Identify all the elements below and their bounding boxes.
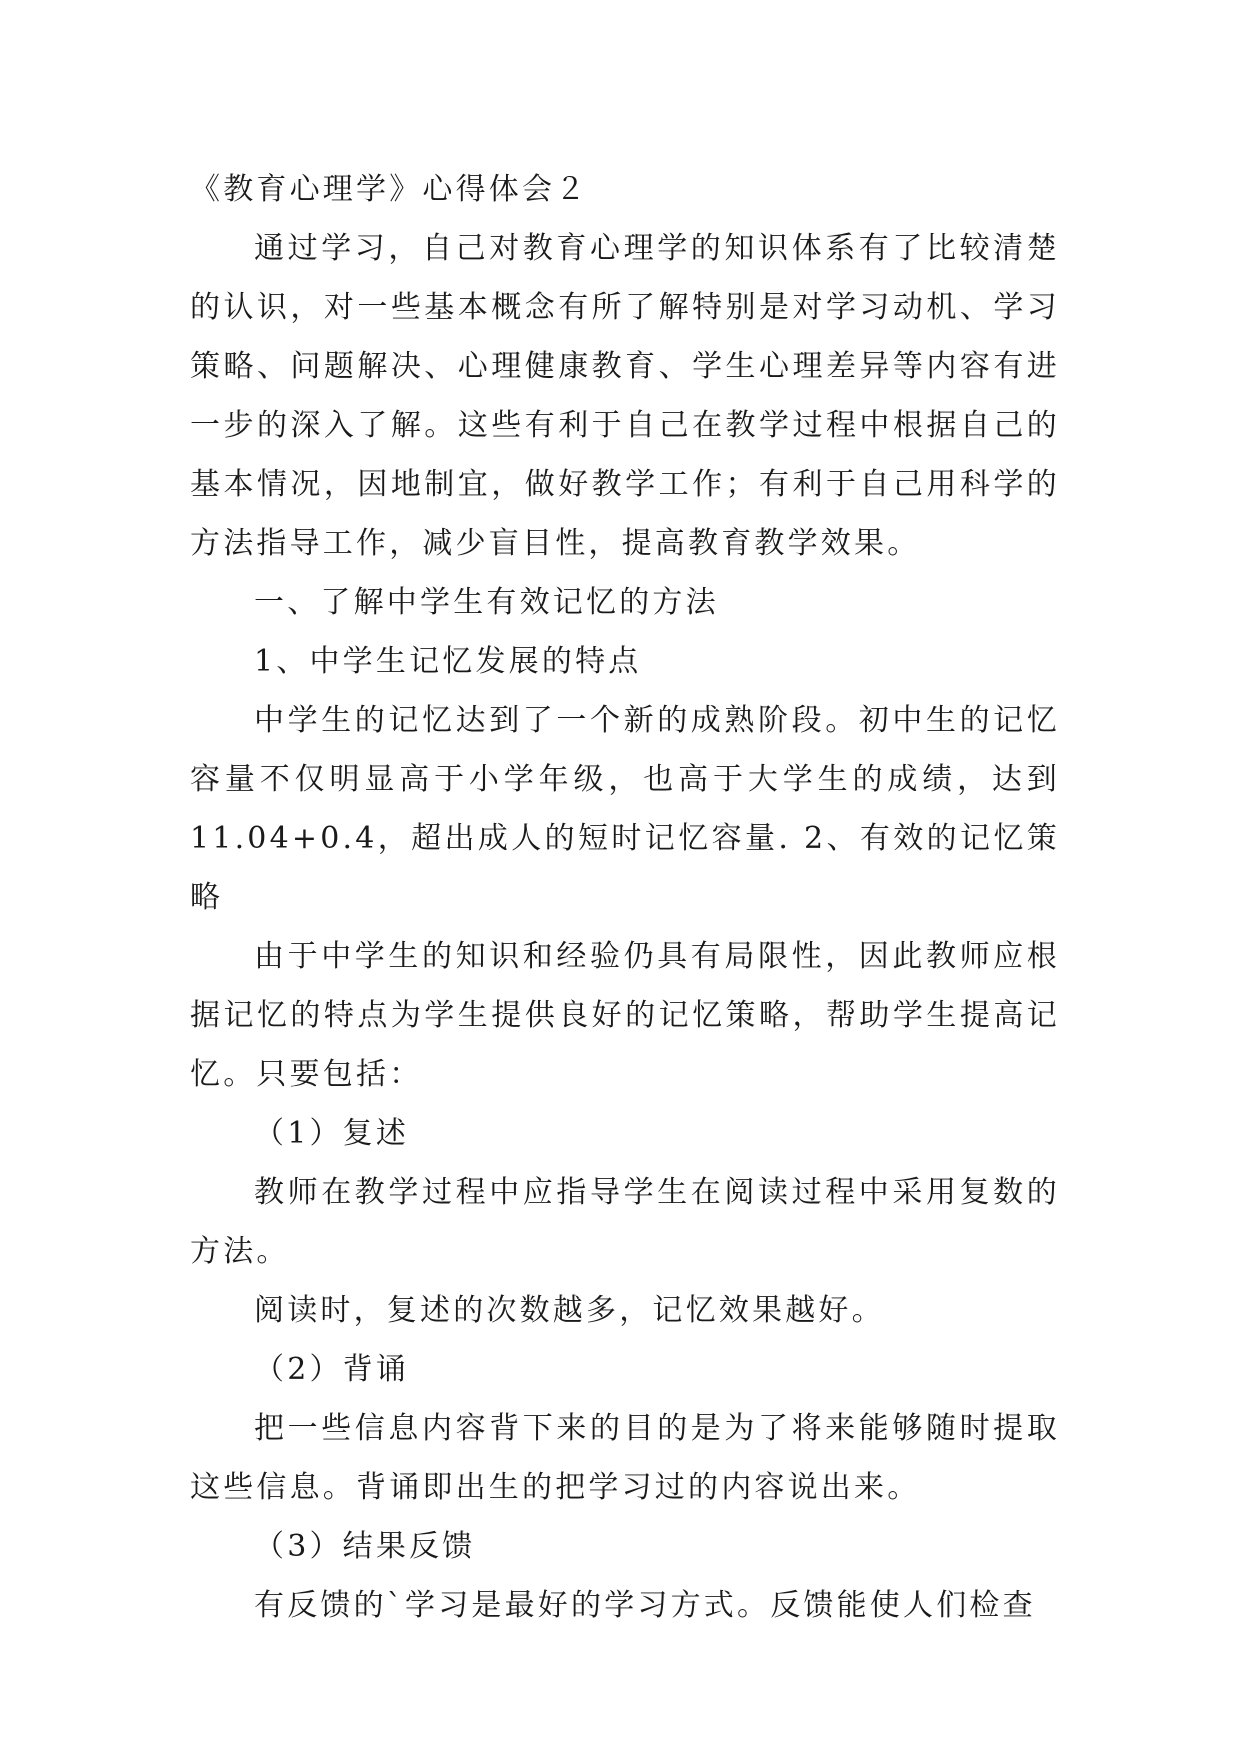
paragraph-intro: 通过学习，自己对教育心理学的知识体系有了比较清楚的认识，对一些基本概念有所了解特别是对学习动机、学习策略、问题解决、心理健康教育、学生心理差异等内容有进一步的深入了解。这些有利于自己在教学过程中根据自己的基本情况，因地制宜，做好教学工作；有利于自己用科学的方法指导工作，减少盲目性，提高教育教学效果。: [190, 231, 1060, 561]
paragraph-reciting: 把一些信息内容背下来的目的是为了将来能够随时提取这些信息。背诵即出生的把学习过的内容说出来。: [190, 1411, 1060, 1505]
subsection-heading-1: 1、中学生记忆发展的特点: [254, 644, 642, 679]
list-heading-feedback: （3）结果反馈: [254, 1529, 476, 1564]
paragraph-memory-strategy: 由于中学生的知识和经验仍具有局限性，因此教师应根据记忆的特点为学生提供良好的记忆策略，帮助学生提高记忆。只要包括：: [190, 939, 1060, 1092]
section-heading-1: 一、了解中学生有效记忆的方法: [254, 585, 719, 620]
paragraph-reading: 阅读时，复述的次数越多，记忆效果越好。: [254, 1293, 885, 1328]
paragraph-retelling: 教师在教学过程中应指导学生在阅读过程中采用复数的方法。: [190, 1175, 1060, 1269]
list-heading-retelling: （1）复述: [254, 1116, 410, 1151]
paragraph-feedback: 有反馈的`学习是最好的学习方式。反馈能使人们检查: [254, 1588, 1036, 1623]
list-heading-reciting: （2）背诵: [254, 1352, 410, 1387]
paragraph-memory-features: 中学生的记忆达到了一个新的成熟阶段。初中生的记忆容量不仅明显高于小学年级，也高于大学生的成绩，达到11.04+0.4，超出成人的短时记忆容量. 2、有效的记忆策略: [190, 703, 1060, 915]
document-page: [190, 160, 1060, 1635]
document-title: 《教育心理学》心得体会２: [190, 172, 589, 207]
